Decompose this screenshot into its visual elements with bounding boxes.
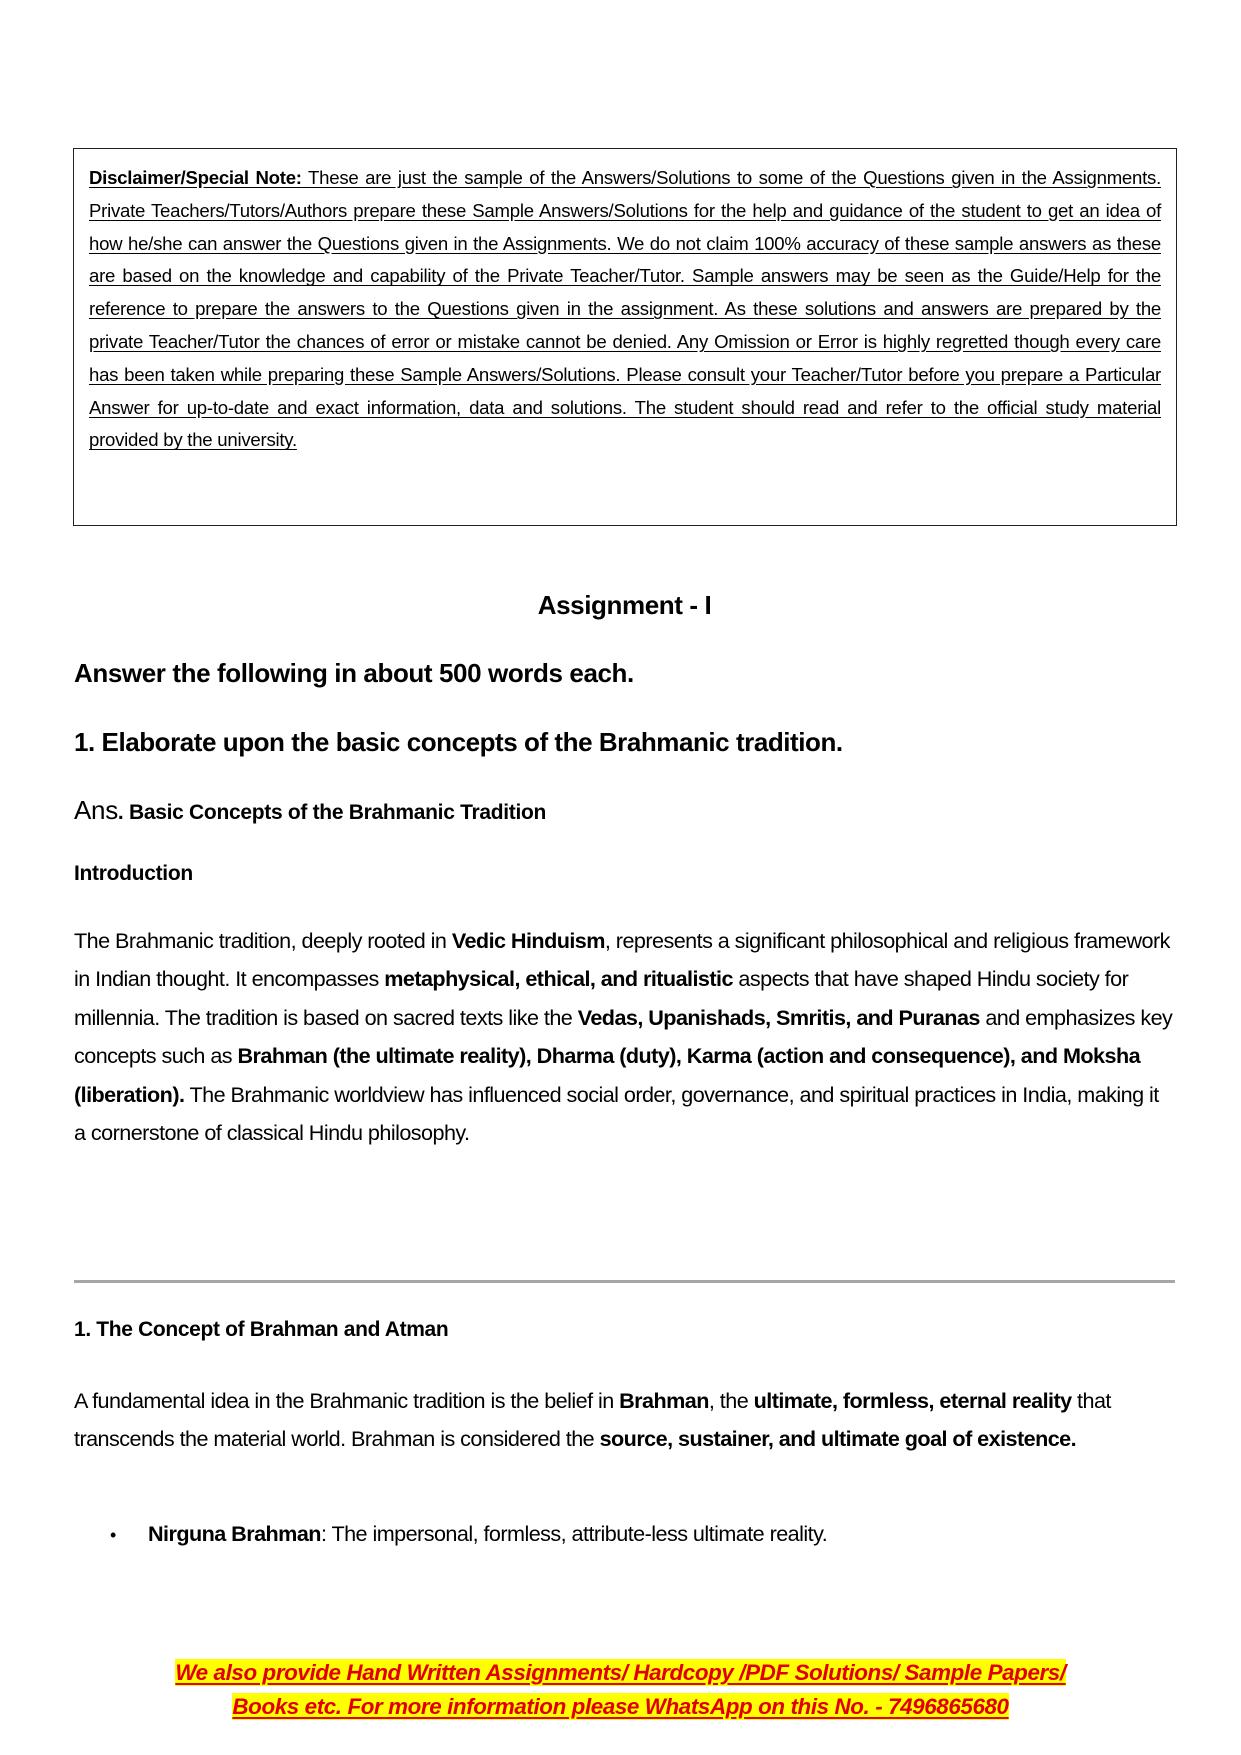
promo-line-2: Books etc. For more information please WhatsApp on this No. - 7496865680 (232, 1694, 1009, 1719)
assignment-title: Assignment - I (537, 590, 712, 620)
bold-text: source, sustainer, and ultimate goal of existence. (599, 1426, 1077, 1452)
bold-text: Vedic Hinduism (451, 928, 605, 953)
disclaimer-body: These are just the sample of the Answers/Solutions to some of the Questions given in the Assignments. Private Teachers/Tutors/Authors prepare these Sample Answers/Solutions for the help and guidance of the student to get an idea of how he/she can answer the Questions given in the Assignments. We do not claim 100% accuracy of these sample answers as these are based on the knowledge and capability of the Private Teacher/Tutor. Sample answers may be seen as the Guide/Help for the reference to prepare the answers to the Questions given in the assignment. As these solutions and answers are prepared by the private Teacher/Tutor the chances of error or mistake cannot be denied. Any Omission or Error is highly regretted though every care has been taken while preparing these Sample Answers/Solutions. Please consult your Teacher/Tutor before you prepare a Particular Answer for up-to-date and exact information, data and solutions. The student should read and refer to the official study material provided by the university. (89, 167, 1161, 451)
text-run: The Brahmanic tradition, deeply rooted in (74, 928, 452, 953)
promo-banner (0, 1656, 1241, 1724)
introduction-paragraph (74, 922, 1174, 1152)
disclaimer-box (73, 148, 1177, 526)
question-heading: 1. Elaborate upon the basic concepts of the Brahmanic tradition. (74, 727, 843, 757)
bold-text: metaphysical, ethical, and ritualistic (384, 966, 733, 992)
bold-text: Vedas, Upanishads, Smritis, and Puranas (577, 1004, 980, 1030)
answer-title: . Basic Concepts of the Brahmanic Tradition (117, 801, 547, 824)
promo-line-1: We also provide Hand Written Assignments/ Hardcopy /PDF Solutions/ Sample Papers/ (175, 1660, 1066, 1685)
text-run: that transcends the material world. Brahman is considered the (74, 1388, 1111, 1452)
disclaimer-label: Disclaimer/Special Note: (89, 167, 302, 188)
bullet-icon: • (110, 1525, 116, 1545)
text-run: A fundamental idea in the Brahmanic tradition is the belief in (74, 1388, 620, 1413)
section-heading: 1. The Concept of Brahman and Atman (74, 1318, 449, 1341)
text-run: The Brahmanic worldview has influenced social order, governance, and spiritual practices in India, making it a cornerstone of classical Hindu philosophy. (74, 1081, 1159, 1146)
answer-heading (74, 795, 546, 826)
section-paragraph (74, 1382, 1174, 1459)
text-run: , the (708, 1388, 754, 1413)
horizontal-divider (74, 1280, 1175, 1283)
instruction-heading: Answer the following in about 500 words each. (74, 658, 634, 688)
bold-text: Brahman (619, 1388, 709, 1413)
disclaimer-text (89, 162, 1161, 457)
text-run: aspects that have shaped Hindu society for millennia. The tradition is based on sacred texts like the (74, 966, 1129, 1030)
bullet-description: : The impersonal, formless, attribute-less ultimate reality. (320, 1521, 828, 1546)
bold-text: ultimate, formless, eternal reality (753, 1388, 1072, 1413)
text-run: , represents a significant philosophical and religious framework in Indian thought. It encompasses (74, 928, 1170, 992)
answer-prefix: Ans (74, 795, 118, 825)
list-item (110, 1521, 827, 1547)
bullet-term: Nirguna Brahman (148, 1521, 321, 1546)
bold-text: Brahman (the ultimate reality), Dharma (duty), Karma (action and consequence), and Moksha (liberation). (74, 1043, 1141, 1107)
introduction-heading: Introduction (74, 862, 193, 885)
text-run: and emphasizes key concepts such as (74, 1004, 1173, 1069)
